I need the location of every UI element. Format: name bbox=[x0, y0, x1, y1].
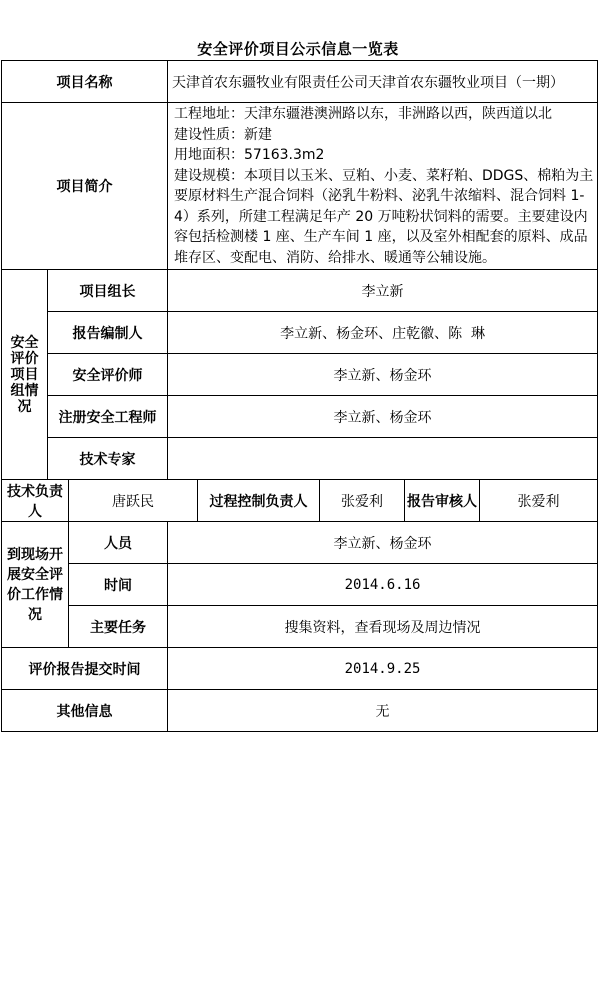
responsibles-row bbox=[2, 480, 598, 522]
submit-value: 2014.9.25 bbox=[168, 648, 598, 690]
tech-lead-label: 技术负责人 bbox=[2, 480, 69, 522]
expert-label: 技术专家 bbox=[48, 438, 168, 480]
other-label: 其他信息 bbox=[2, 690, 168, 732]
assessor-row bbox=[2, 354, 598, 396]
intro-area: 用地面积：57163.3m2 bbox=[174, 147, 325, 163]
site-task-row bbox=[2, 606, 598, 648]
assessor-value: 李立新、杨金环 bbox=[168, 354, 598, 396]
site-staff-value: 李立新、杨金环 bbox=[168, 522, 598, 564]
site-time-label: 时间 bbox=[69, 564, 168, 606]
expert-row bbox=[2, 438, 598, 480]
other-value: 无 bbox=[168, 690, 598, 732]
site-work-label: 到现场开展安全评价工作情况 bbox=[2, 522, 69, 648]
report-author-label: 报告编制人 bbox=[48, 312, 168, 354]
tech-lead-value: 唐跃民 bbox=[69, 480, 198, 522]
submit-label: 评价报告提交时间 bbox=[2, 648, 168, 690]
site-time-row bbox=[2, 564, 598, 606]
other-row bbox=[2, 690, 598, 732]
engineer-label: 注册安全工程师 bbox=[48, 396, 168, 438]
reviewer-value: 张爱利 bbox=[480, 480, 598, 522]
document-title: 安全评价项目公示信息一览表 bbox=[197, 40, 399, 58]
site-staff-row bbox=[2, 522, 598, 564]
submit-row bbox=[2, 648, 598, 690]
site-time-value: 2014.6.16 bbox=[168, 564, 598, 606]
expert-value bbox=[168, 438, 598, 480]
site-task-value: 搜集资料，查看现场及周边情况 bbox=[168, 606, 598, 648]
engineer-value: 李立新、杨金环 bbox=[168, 396, 598, 438]
team-leader-label: 项目组长 bbox=[48, 270, 168, 312]
project-intro-row bbox=[2, 103, 598, 270]
engineer-row bbox=[2, 396, 598, 438]
site-task-label: 主要任务 bbox=[69, 606, 168, 648]
process-lead-value: 张爱利 bbox=[320, 480, 405, 522]
report-author-row bbox=[2, 312, 598, 354]
team-group-label: 安全评价项目组情况 bbox=[2, 270, 48, 480]
project-name-row bbox=[2, 61, 598, 103]
project-intro-label: 项目简介 bbox=[2, 103, 168, 270]
assessor-label: 安全评价师 bbox=[48, 354, 168, 396]
team-leader-value: 李立新 bbox=[168, 270, 598, 312]
team-leader-row bbox=[2, 270, 598, 312]
intro-nature: 建设性质：新建 bbox=[174, 126, 272, 143]
reviewer-label: 报告审核人 bbox=[405, 480, 480, 522]
site-staff-label: 人员 bbox=[69, 522, 168, 564]
project-name-value: 天津首农东疆牧业有限责任公司天津首农东疆牧业项目（一期） bbox=[168, 61, 598, 103]
report-author-value: 李立新、杨金环、庄乾徽、陈 琳 bbox=[168, 312, 598, 354]
project-intro-value bbox=[168, 103, 598, 270]
intro-address: 工程地址：天津东疆港澳洲路以东，非洲路以西，陕西道以北 bbox=[174, 106, 552, 122]
intro-scale: 建设规模：本项目以玉米、豆粕、小麦、菜籽粕、DDGS、棉粕为主要原材料生产混合饲料（泌乳牛粉料、泌乳牛浓缩料、混合饲料 1-4）系列，所建工程满足年产 20 万吨粉状饲料的需要。主要建设内容包括检测楼 1 座、生产车间 1 座，以及室外相配套的原料、成品堆存区、变配电、消防、给排水、暖通等公辅设施。 bbox=[174, 167, 594, 266]
info-table bbox=[1, 60, 598, 732]
project-name-label: 项目名称 bbox=[2, 61, 168, 103]
process-lead-label: 过程控制负责人 bbox=[198, 480, 320, 522]
